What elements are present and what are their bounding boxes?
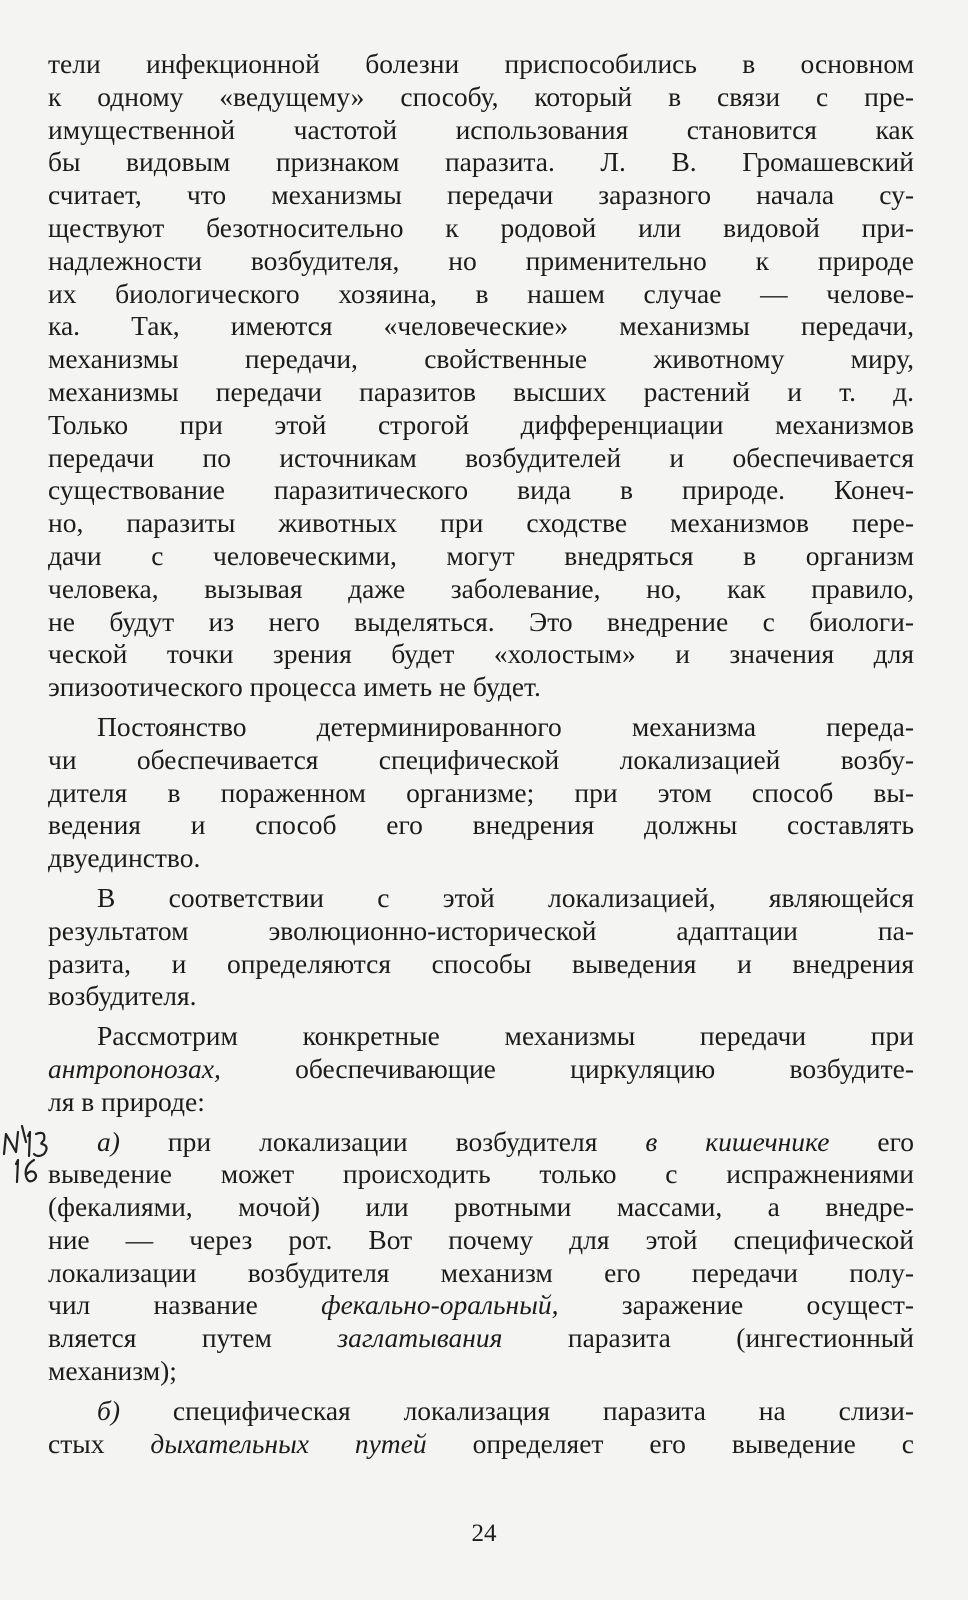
text-line: механизмы передачи, свойственные животному миру, (48, 343, 914, 375)
text-line: ческой точки зрения будет «холостым» и значения для (48, 638, 914, 670)
text-line: В соответствии с этой локализацией, являющейся (97, 881, 914, 913)
text-line (48, 1428, 914, 1461)
text-line (48, 1395, 914, 1428)
italic-term: заглатывания (337, 1322, 503, 1354)
text-line: Рассмотрим конкретные механизмы передачи при (97, 1020, 914, 1052)
text-run: при локализации возбудителя (119, 1125, 646, 1157)
text-line: эпизоотического процесса иметь не будет. (48, 671, 541, 703)
italic-term: в кишечнике (645, 1125, 830, 1157)
text-line (48, 1126, 914, 1159)
text-line (48, 1289, 914, 1322)
text-run: заражение осущест- (558, 1289, 914, 1321)
paragraph-2 (48, 711, 914, 875)
text-line: возбудителя. (48, 980, 197, 1012)
text-run: вляется путем (48, 1322, 338, 1354)
text-line: механизм); (48, 1355, 177, 1387)
text-line: (фекалиями, мочой) или рвотными массами, а внедре- (48, 1191, 914, 1223)
text-line: чи обеспечивается специфической локализацией возбу- (48, 743, 914, 775)
list-marker: а) (97, 1125, 120, 1157)
text-line: ние — через рот. Вот почему для этой специфической (48, 1223, 914, 1255)
text-line: ведения и способ его внедрения должны составлять (48, 809, 914, 841)
text-line: но, паразиты животных при сходстве механизмов пере- (48, 507, 914, 539)
paragraph-item-a (48, 1126, 914, 1388)
text-run: паразита (ингестионный (502, 1322, 914, 1354)
text-run: специфическая локализация паразита на слизи- (120, 1394, 914, 1426)
text-line: тели инфекционной болезни приспособились в основном (48, 48, 914, 79)
text-run: чил название (48, 1289, 322, 1321)
text-run: обеспечивающие циркуляцию возбудите- (220, 1052, 914, 1084)
text-line: существование паразитического вида в природе. Конеч- (48, 474, 914, 506)
text-line: бы видовым признаком паразита. Л. В. Громашевский (48, 146, 914, 178)
text-line: выведение может происходить только с испражнениями (48, 1158, 914, 1190)
italic-term: дыхательных путей (150, 1427, 427, 1459)
text-run: его (829, 1125, 914, 1157)
text-line: Постоянство детерминированного механизма переда- (97, 710, 914, 742)
text-line: передачи по источникам возбудителей и обеспечивается (48, 441, 914, 473)
paragraph-3 (48, 882, 914, 1013)
text-run: стых (48, 1427, 151, 1459)
text-line: ществуют безотносительно к родовой или видовой при- (48, 211, 914, 243)
page-number: 24 (471, 1520, 497, 1547)
text-line: разита, и определяются способы выведения и внедрения (48, 947, 914, 979)
page-text-body (48, 48, 914, 1460)
text-line: ка. Так, имеются «человеческие» механизмы передачи, (48, 310, 914, 342)
text-line: к одному «ведущему» способу, который в связи с пре- (48, 80, 914, 112)
text-line: считает, что механизмы передачи заразного начала су- (48, 179, 914, 211)
text-run: определяет его выведение с (426, 1427, 915, 1459)
italic-term: антропонозах, (48, 1052, 221, 1084)
paragraph-4 (48, 1020, 914, 1118)
handwritten-margin-note (0, 1120, 60, 1190)
list-marker: б) (97, 1394, 120, 1426)
text-line: механизмы передачи паразитов высших растений и т. д. (48, 375, 914, 407)
text-line: локализации возбудителя механизм его передачи полу- (48, 1256, 914, 1288)
text-line: не будут из него выделяться. Это внедрение с биологи- (48, 605, 914, 637)
paragraph-item-b (48, 1395, 914, 1461)
text-line: Только при этой строгой дифференциации механизмов (48, 408, 914, 440)
text-line: их биологического хозяина, в нашем случае — челове- (48, 277, 914, 309)
text-line: надлежности возбудителя, но применительно к природе (48, 244, 914, 276)
paragraph-1 (48, 48, 914, 704)
text-line: имущественной частотой использования становится как (48, 113, 914, 145)
text-line (48, 1053, 914, 1086)
text-line: человека, вызывая даже заболевание, но, как правило, (48, 572, 914, 604)
text-line: результатом эволюционно-исторической адаптации па- (48, 914, 914, 946)
text-line: ля в природе: (48, 1085, 205, 1117)
text-line: дителя в пораженном организме; при этом способ вы- (48, 776, 914, 808)
text-line: дачи с человеческими, могут внедряться в организм (48, 539, 914, 571)
text-line (48, 1322, 914, 1355)
text-line: двуединство. (48, 842, 201, 874)
italic-term: фекально-оральный, (321, 1289, 559, 1321)
